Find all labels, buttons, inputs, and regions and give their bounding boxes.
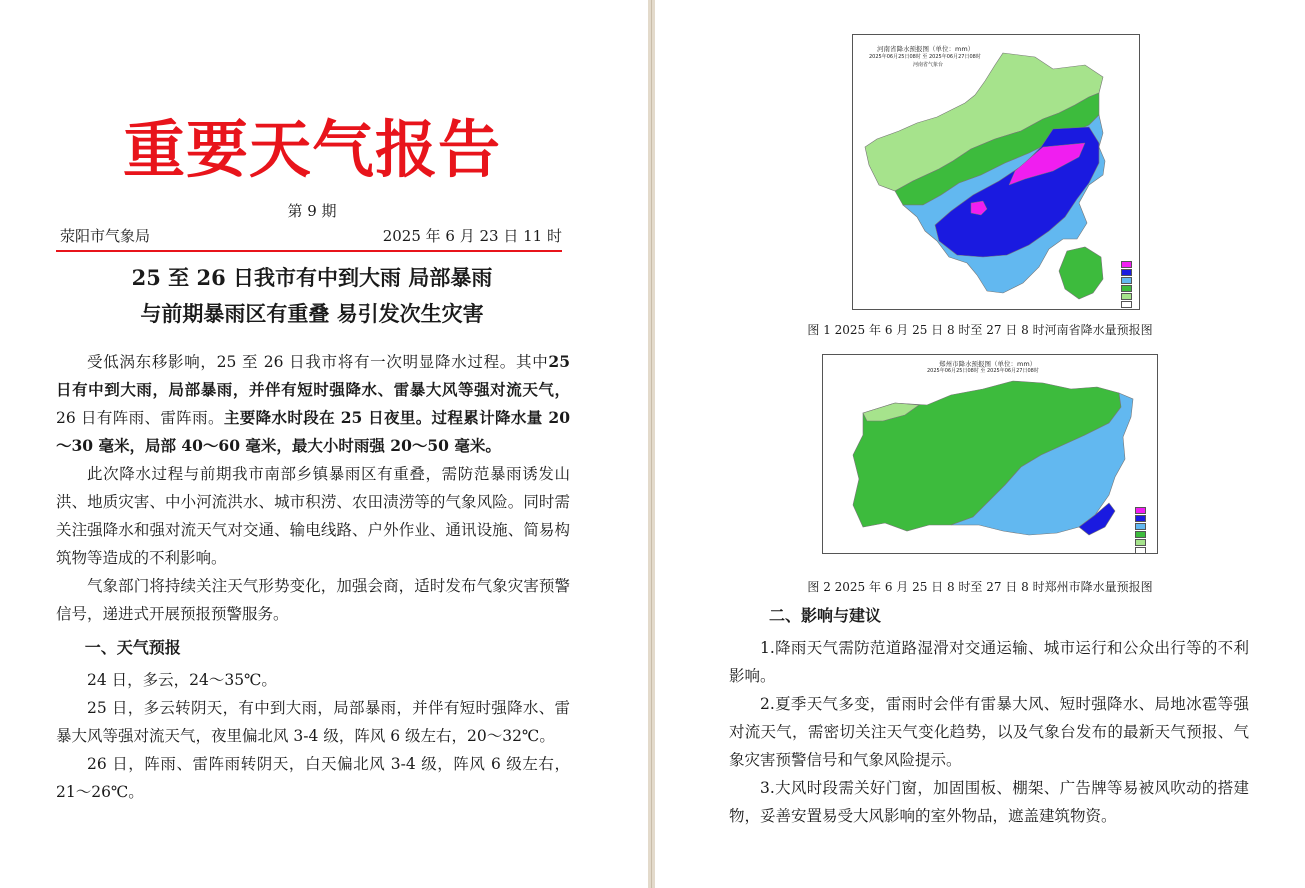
map1-title: 河南省降水预报图（单位：mm） (877, 45, 975, 53)
legend-swatch (1135, 515, 1146, 522)
report-date: 2025 年 6 月 23 日 11 时 (382, 227, 562, 245)
forecast-day-24: 24 日，多云，24～35℃。 (87, 671, 277, 689)
left-page (0, 0, 648, 888)
intro-text-a: 受低涡东移影响，25 至 26 日我市将有一次明显降水过程。其中 (87, 353, 549, 371)
map1-subtitle: 2025年06月25日08时 至 2025年06月27日08时 (869, 54, 981, 60)
legend-swatch (1135, 523, 1146, 530)
map1-legend (1121, 261, 1132, 309)
henan-precipitation-map (852, 34, 1140, 310)
report-title: 重要天气报告 (122, 113, 501, 186)
headline (0, 260, 624, 332)
legend-swatch (1121, 285, 1132, 292)
legend-swatch (1121, 269, 1132, 276)
legend-swatch (1121, 277, 1132, 284)
forecast-heading: 一、天气预报 (84, 638, 181, 657)
legend-swatch (1135, 547, 1146, 554)
zhengzhou-map-graphic (823, 355, 1157, 553)
intro-text-d: 主要降水时段在 25 日夜里。过程累计降水量 20～30 毫米，局部 40～60 毫米，最大小时雨强 20～50 毫米。 (56, 408, 570, 455)
zhengzhou-precipitation-map (822, 354, 1158, 554)
figure-2-caption: 图 2 2025 年 6 月 25 日 8 时至 27 日 8 时郑州市降水量预报图 (807, 580, 1153, 594)
region-green-southeast (1059, 247, 1103, 299)
figure-1-caption: 图 1 2025 年 6 月 25 日 8 时至 27 日 8 时河南省降水量预报图 (807, 323, 1153, 337)
legend-swatch (1135, 531, 1146, 538)
headline-line-1: 25 至 26 日我市有中到大雨 局部暴雨 (131, 265, 493, 290)
intro-text-b: 25 日有中到大雨，局部暴雨，并伴有短时强降水、雷暴大风等强对流天气， (56, 352, 570, 399)
map1-org: 河南省气象台 (913, 62, 944, 68)
map2-title: 郑州市降水预报图（单位：mm） (939, 360, 1037, 368)
map2-legend (1135, 507, 1146, 555)
advice-item-1: 1.降雨天气需防范道路湿滑对交通运输、城市运行和公众出行等的不利影响。 (729, 639, 1249, 685)
legend-swatch (1121, 261, 1132, 268)
intro-paragraph-1 (56, 348, 570, 460)
advice-heading: 二、影响与建议 (769, 606, 882, 625)
forecast-day-26: 26 日，阵雨、雷阵雨转阴天，白天偏北风 3-4 级，阵风 6 级左右，21～26℃。 (56, 755, 570, 801)
advice-item-2: 2.夏季天气多变，雷雨时会伴有雷暴大风、短时强降水、局地冰雹等强对流天气，需密切关注天气变化趋势，以及气象台发布的最新天气预报、气象灾害预警信号和气象风险提示。 (729, 695, 1249, 769)
map2-subtitle: 2025年06月25日08时 至 2025年06月27日08时 (927, 368, 1039, 374)
advice-item-3: 3.大风时段需关好门窗，加固围板、棚架、广告牌等易被风吹动的搭建物，妥善安置易受大风影响的室外物品，遮盖建筑物资。 (729, 779, 1249, 825)
advice-body (729, 634, 1249, 830)
page-gutter (648, 0, 655, 888)
report-body (56, 348, 570, 806)
intro-paragraph-3: 气象部门将持续关注天气形势变化，加强会商，适时发布气象灾害预警信号，递进式开展预报预警服务。 (56, 577, 570, 623)
legend-swatch (1135, 507, 1146, 514)
red-divider-line (56, 250, 562, 252)
headline-line-2: 与前期暴雨区有重叠 易引发次生灾害 (140, 301, 484, 326)
department-name: 荥阳市气象局 (60, 227, 151, 245)
legend-swatch (1135, 539, 1146, 546)
forecast-day-25: 25 日，多云转阴天，有中到大雨，局部暴雨，并伴有短时强降水、雷暴大风等强对流天气，夜里偏北风 3-4 级，阵风 6 级左右，20～32℃。 (56, 699, 570, 745)
henan-map-graphic (853, 35, 1139, 309)
intro-text-c: 26 日有阵雨、雷阵雨。 (56, 409, 224, 427)
legend-swatch (1121, 293, 1132, 300)
issue-number: 第 9 期 (287, 202, 337, 220)
intro-paragraph-2: 此次降水过程与前期我市南部乡镇暴雨区有重叠，需防范暴雨诱发山洪、地质灾害、中小河流洪水、城市积涝、农田渍涝等的气象风险。同时需关注强降水和强对流天气对交通、输电线路、户外作业、通讯设施、简易构筑物等造成的不利影响。 (56, 465, 570, 567)
legend-swatch (1121, 301, 1132, 308)
